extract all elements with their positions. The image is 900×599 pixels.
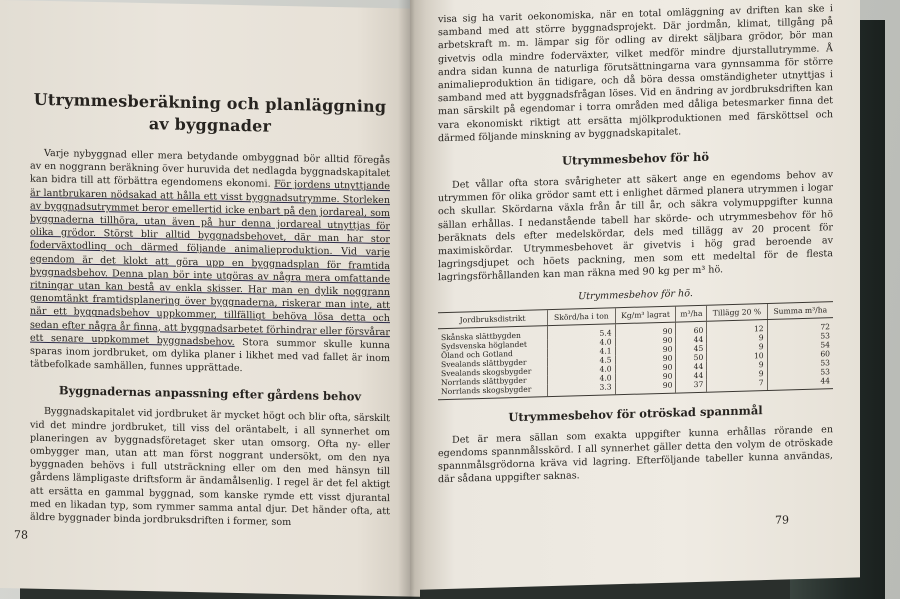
table-header-cell: Skörd/ha i ton	[548, 307, 615, 325]
table-cell: 90	[615, 353, 676, 364]
table-cell: 3.3	[548, 382, 615, 396]
table-cell: 54	[767, 340, 833, 351]
intro-paragraph	[30, 147, 390, 379]
right-page-content	[438, 2, 833, 487]
grain-paragraph: Det är mera sällan som exakta uppgifter kunna erhållas rörande en egendoms spannmålsskörd. I all synnerhet gäller detta den volym de otröskade spannmålsgrödorna kräva vid lagring. Efterföljande tabeller kunna användas, där sådana uppgifter saknas.	[438, 423, 833, 486]
table-cell: 4.5	[548, 355, 615, 366]
table-cell: 50	[676, 352, 707, 362]
table-cell: 44	[767, 376, 833, 390]
table-caption: Utrymmesbehov för hö.	[578, 287, 693, 302]
intro-underlined-text: För jordens utnyttjande är lantbrukaren nödsakad att hålla ett visst byggnadsutrymme. Storleken av byggnadsutrymmet beror emellertid icke enbart på den jordareal, som byggnaderna tillhöra, utan även på hur denna jordareal utnyttjas för olika grödor. Störst blir alltid byggnadsbehovet, där man har stor foderväxtodling och därmed följande animalieproduktion. Vid varje egendom är det klokt att göra upp en byggnadsplan för framtida byggnadsbehov. Denna plan bör inte utgöras av några mera omfattande ritningar utan kan bestå av enkla skisser. Har man en dylik noggrann genomtänkt framtidsplanering över byggnaderna, riskerar man inte, att när ett byggnadsbehov uppkommer, tillfälligt behöva lösa detta och sedan efter några år finna, att byggnadsarbetet förhindrar eller försvårar ett senare uppkommet byggnadsbehov.	[30, 179, 390, 348]
table-cell: 9	[707, 360, 767, 371]
table-cell: 44	[676, 334, 707, 344]
table-cell: 60	[767, 349, 833, 360]
table-cell: 44	[676, 370, 707, 380]
table-header-cell: m³/ha	[676, 305, 707, 322]
table-cell: 90	[615, 362, 676, 373]
table-cell: 90	[615, 380, 676, 394]
table-header-cell: Jordbruksdistrikt	[438, 309, 548, 328]
adaptation-paragraph: Byggnadskapitalet vid jordbruket är mycket högt och blir ofta, särskilt vid det mindre jordbruket, till viss del oräntabelt, i all synnerhet om planeringen av byggnadsföretaget sker utan omsorg. Ofta ny- eller ombygger man, utan att man först noggrant undersökt, om den nya byggnaden behövs i full utsträckning eller om den med hänsyn till gårdens lämpligaste driftsform är ändamålsenlig. I regel är det fel aktigt att ersätta en gammal byggnad, som kanske rymde ett visst djurantal med en likadan typ, som rymmer samma antal djur. Det händer ofta, att äldre byggnader binda jordbruksdriften i former, som	[30, 406, 390, 529]
left-page	[0, 0, 420, 597]
table-cell: 90	[615, 344, 676, 355]
table-header-cell: Summa m³/ha	[767, 301, 833, 319]
table-cell: 53	[767, 331, 833, 342]
table-cell: 9	[707, 333, 767, 344]
chapter-heading: Utrymmesberäkning och planläggning av byggnader	[33, 89, 387, 136]
section-heading-adaptation: Byggnadernas anpassning efter gårdens behov	[58, 383, 362, 405]
table-cell: 90	[615, 371, 676, 382]
hay-paragraph: Det vållar ofta stora svårigheter att säkert ange en egendoms behov av utrymmen för olika grödor samt ett i enlighet därmed planera utrymmen i logar och skullar. Skördarna växla från år till år, och säkra volymuppgifter kunna sällan erhållas. I nedanstående tabell har skörde- och utrymmesbehov för hö beräknats dels efter medelskördar, dels med tillägg av 20 procent för maximiskördar. Utrymmesbehovet är givetvis i hög grad beroende av lagringsdjupet och höets packning, men som ett medeltal för de flesta lagringsförhållanden kan man räkna med 90 kg per m³ hö.	[438, 169, 833, 284]
table-cell: 45	[676, 343, 707, 353]
intro-text-end: Stora summor skulle kunna sparas inom jordbruket, om dylika planer i likhet med vad fallet är inom tätbefolkade samhällen, funnes upprättade.	[30, 336, 390, 375]
table-cell: 4.0	[548, 373, 615, 384]
table-cell: 53	[767, 367, 833, 378]
table-cell: 90	[615, 322, 676, 337]
page-number-right: 79	[775, 513, 789, 527]
table-cell: 10	[707, 351, 767, 362]
right-page	[410, 0, 860, 590]
section-heading-hay: Utrymmesbehov för hö	[562, 149, 709, 168]
table-cell: 4.1	[548, 346, 615, 357]
table-cell-district: Skånska slättbygden	[441, 330, 521, 342]
hay-space-table	[438, 301, 833, 400]
intro-text-start: Varje nybyggnad eller mera betydande ombyggnad bör alltid föregås av en noggrann beräkning över huruvida det nedlagda byggnadskapitalet kan bidra till att förbättra egendomens ekonomi.	[30, 147, 390, 191]
table-cell: 90	[615, 335, 676, 346]
table-cell-district: Svealands slättbygder	[441, 357, 527, 369]
table-cell: 9	[707, 342, 767, 353]
table-cell: 4.0	[548, 337, 615, 348]
table-cell: 53	[767, 358, 833, 369]
table-cell: 72	[767, 317, 833, 332]
table-cell-district: Svealands skogsbygder	[441, 366, 532, 378]
table-cell: 7	[707, 378, 767, 392]
table-header-cell: Kg/m³ lagrat	[615, 306, 676, 324]
page-number-left: 78	[14, 528, 28, 542]
table-cell: 4.0	[548, 364, 615, 375]
table-cell-district: Norrlands skogsbygder	[438, 384, 548, 400]
table-cell-district: Sydsvenska höglandet	[441, 339, 527, 351]
book-gutter	[398, 0, 426, 599]
table-cell: 12	[707, 319, 767, 334]
table-header-cell: Tillägg 20 %	[707, 303, 767, 321]
table-cell: 37	[676, 379, 707, 392]
section-heading-grain: Utrymmesbehov för otröskad spannmål	[508, 402, 763, 424]
table-cell: 9	[707, 369, 767, 380]
table-cell: 60	[676, 321, 707, 335]
continued-paragraph: visa sig ha varit oekonomiska, när en total omläggning av driften kan ske i samband med att större byggnadsprojekt. Där jordmån, klimat, tillgång på arbetskraft m. m. lämpar sig för odling av direkt säljbara grödor, bör man givetvis odla mindre foderväxter, vilket medför mindre djurstallutrymme. Å andra sidan kunna de naturliga förutsättningarna vara gynnsamma för större animalieproduktion än tidigare, och då böra dessa omständigheter utnyttjas i samband med att byggnadsfrågan löses. Vid en ändring av jordbruksdriften kan man särskilt på egendomar i torra områden med dåliga betesmarker finna det vara ekonomiskt riktigt att ersätta mjölkproduktionen med färsköttsel och därmed följande minskning av byggnadskapitalet.	[438, 3, 833, 145]
table-cell-district: Norrlands slättbygder	[441, 375, 527, 387]
table-cell-district: Öland och Gotland	[441, 348, 513, 360]
table-cell: 5.4	[548, 323, 615, 338]
left-page-content	[30, 89, 390, 532]
table-cell: 44	[676, 361, 707, 371]
